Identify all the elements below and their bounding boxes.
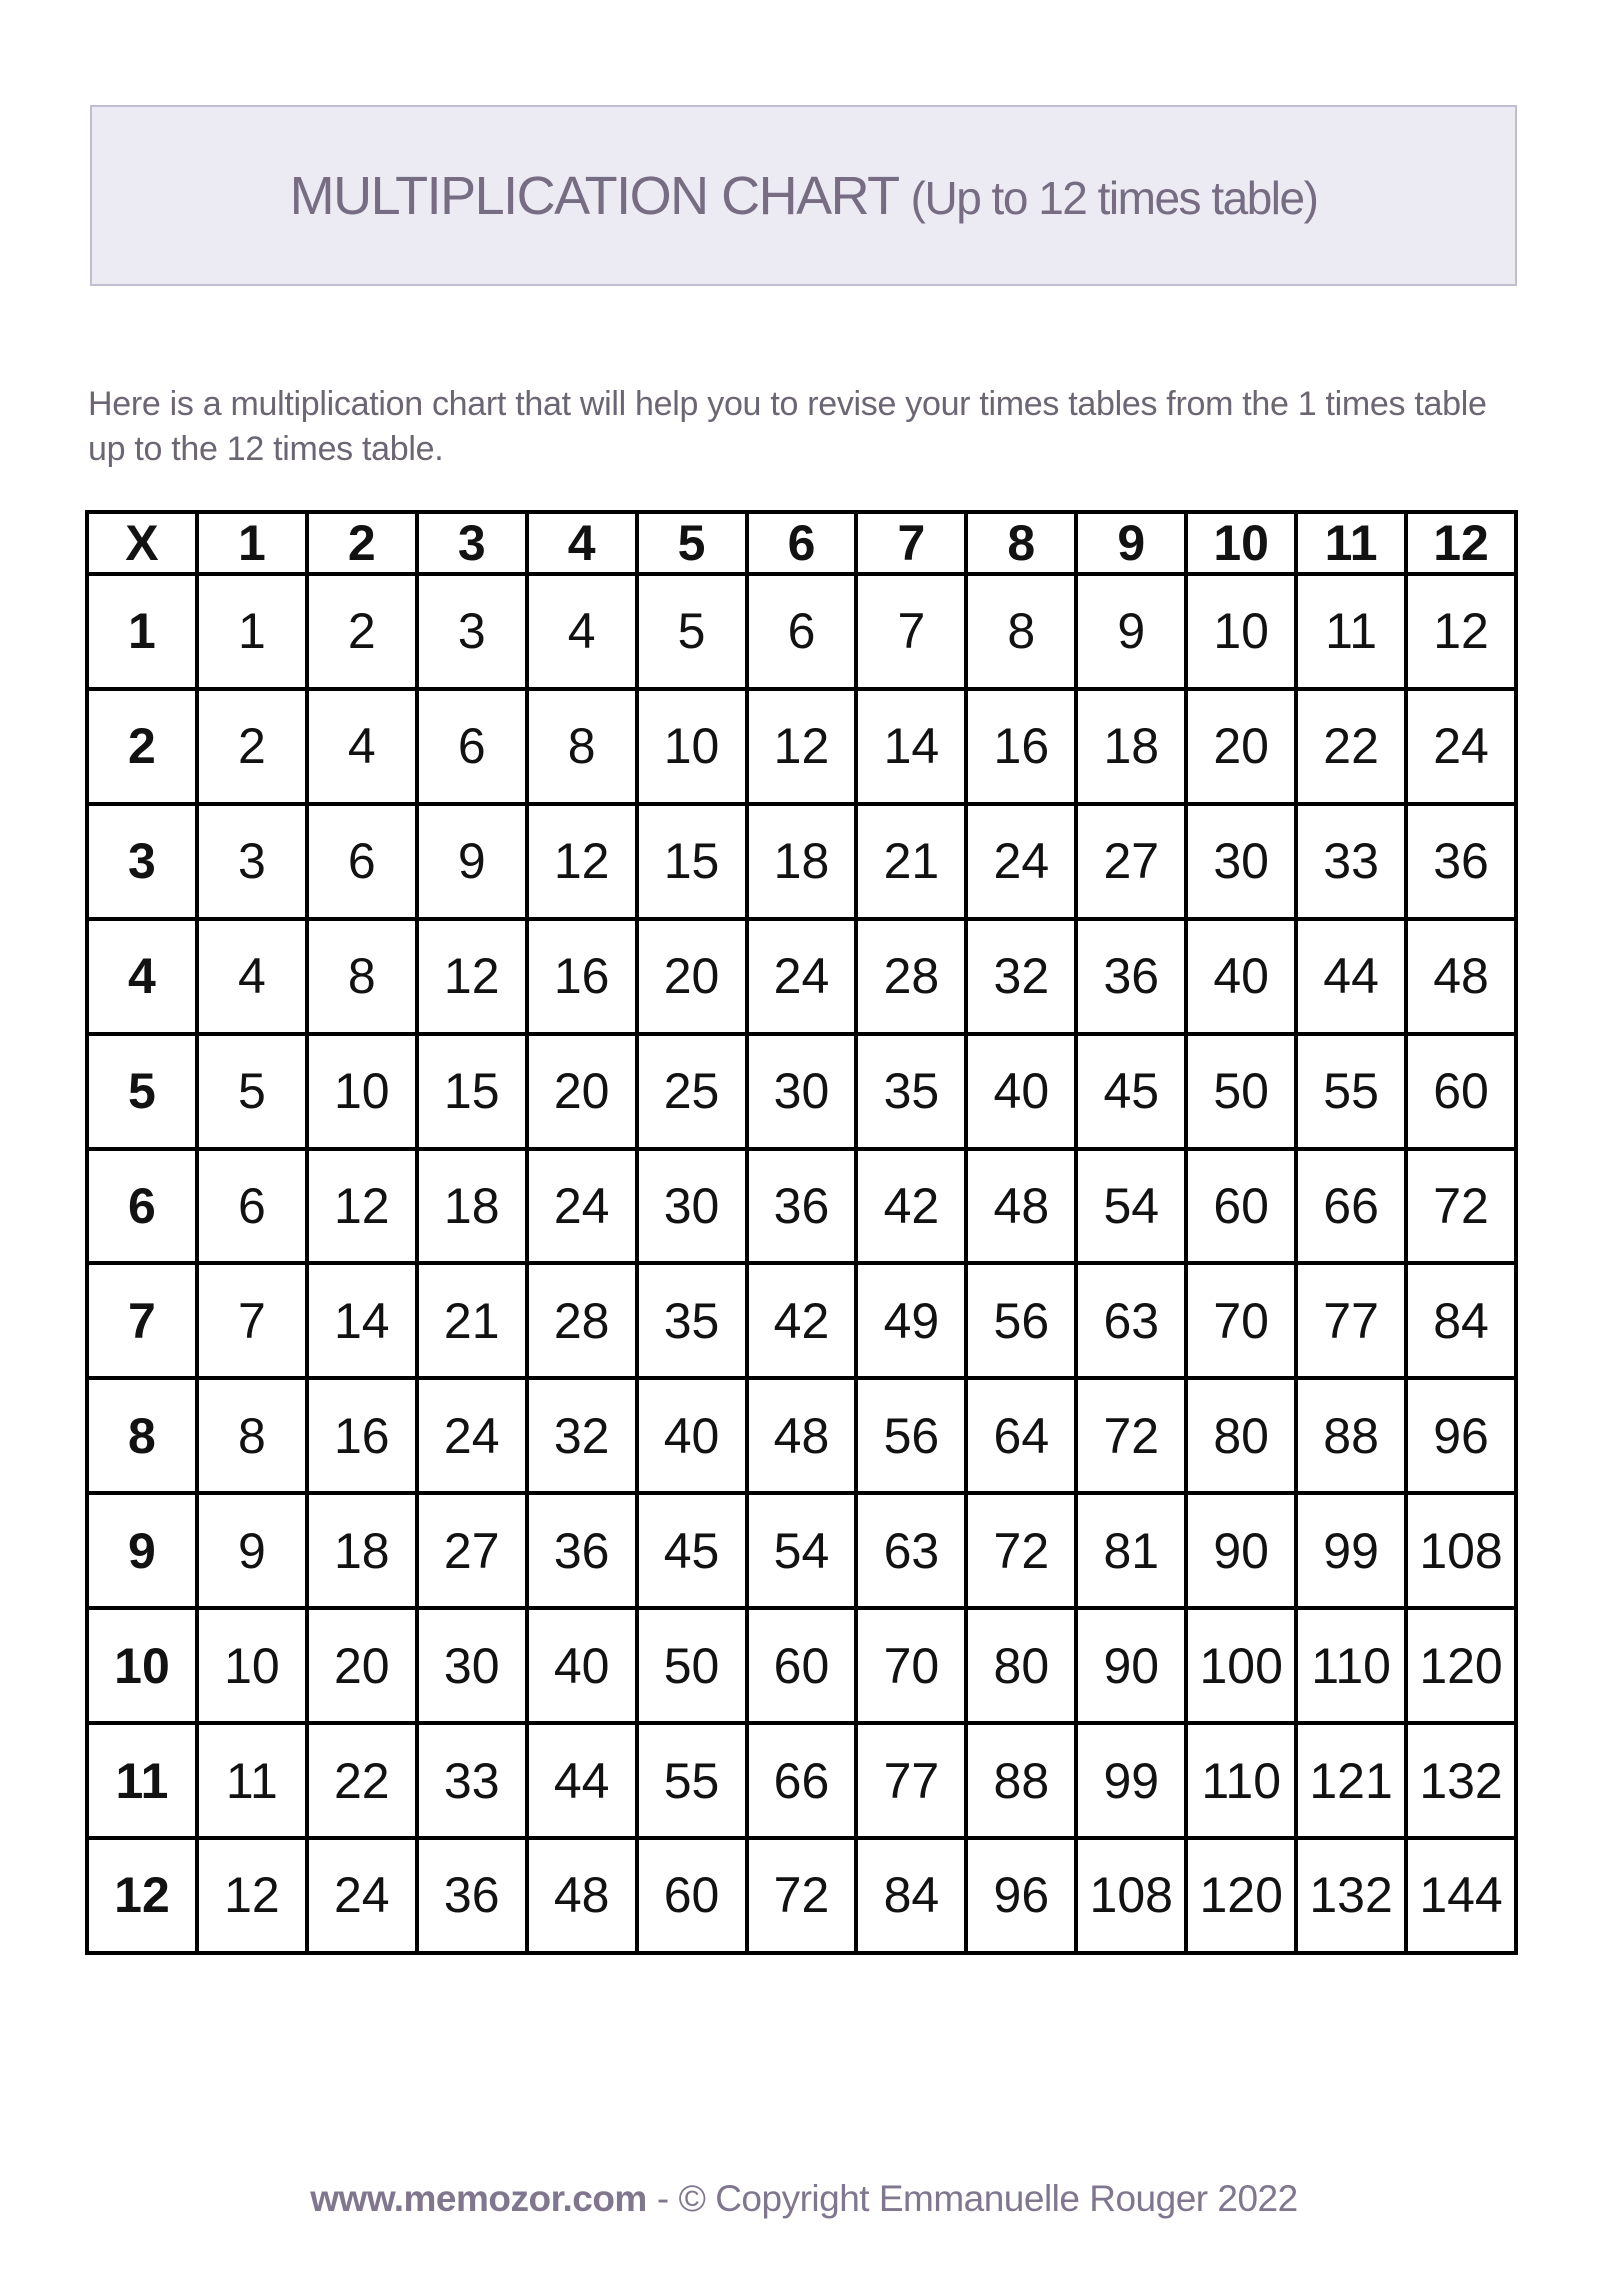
product-cell: 24 — [307, 1838, 417, 1953]
product-cell: 4 — [527, 574, 637, 689]
footer — [0, 2178, 1608, 2220]
product-cell: 18 — [747, 804, 857, 919]
product-cell: 36 — [527, 1493, 637, 1608]
product-cell: 1 — [197, 574, 307, 689]
product-cell: 22 — [307, 1723, 417, 1838]
product-cell: 72 — [966, 1493, 1076, 1608]
product-cell: 30 — [637, 1149, 747, 1264]
product-cell: 18 — [1076, 689, 1186, 804]
column-header: 6 — [747, 512, 857, 574]
column-header: 4 — [527, 512, 637, 574]
column-header: 9 — [1076, 512, 1186, 574]
product-cell: 45 — [1076, 1034, 1186, 1149]
title-banner — [90, 105, 1517, 286]
product-cell: 14 — [856, 689, 966, 804]
product-cell: 7 — [197, 1263, 307, 1378]
product-cell: 20 — [1186, 689, 1296, 804]
product-cell: 4 — [197, 919, 307, 1034]
row-header: 7 — [87, 1263, 197, 1378]
product-cell: 45 — [637, 1493, 747, 1608]
product-cell: 77 — [1296, 1263, 1406, 1378]
column-header: 11 — [1296, 512, 1406, 574]
product-cell: 9 — [417, 804, 527, 919]
product-cell: 56 — [856, 1378, 966, 1493]
product-cell: 6 — [417, 689, 527, 804]
product-cell: 40 — [527, 1608, 637, 1723]
product-cell: 9 — [197, 1493, 307, 1608]
product-cell: 10 — [1186, 574, 1296, 689]
column-header: 3 — [417, 512, 527, 574]
product-cell: 9 — [1076, 574, 1186, 689]
product-cell: 66 — [747, 1723, 857, 1838]
product-cell: 54 — [747, 1493, 857, 1608]
row-header: 1 — [87, 574, 197, 689]
product-cell: 108 — [1076, 1838, 1186, 1953]
product-cell: 60 — [1406, 1034, 1516, 1149]
product-cell: 120 — [1406, 1608, 1516, 1723]
product-cell: 20 — [527, 1034, 637, 1149]
product-cell: 8 — [197, 1378, 307, 1493]
product-cell: 12 — [197, 1838, 307, 1953]
product-cell: 3 — [197, 804, 307, 919]
product-cell: 7 — [856, 574, 966, 689]
product-cell: 72 — [747, 1838, 857, 1953]
product-cell: 81 — [1076, 1493, 1186, 1608]
product-cell: 20 — [307, 1608, 417, 1723]
product-cell: 99 — [1076, 1723, 1186, 1838]
table-row — [87, 1838, 1516, 1953]
product-cell: 12 — [417, 919, 527, 1034]
product-cell: 24 — [966, 804, 1076, 919]
product-cell: 40 — [966, 1034, 1076, 1149]
product-cell: 16 — [527, 919, 637, 1034]
product-cell: 108 — [1406, 1493, 1516, 1608]
product-cell: 90 — [1186, 1493, 1296, 1608]
product-cell: 72 — [1406, 1149, 1516, 1264]
product-cell: 30 — [417, 1608, 527, 1723]
row-header: 9 — [87, 1493, 197, 1608]
product-cell: 30 — [1186, 804, 1296, 919]
product-cell: 15 — [417, 1034, 527, 1149]
product-cell: 33 — [1296, 804, 1406, 919]
intro-paragraph: Here is a multiplication chart that will help you to revise your times tables from the 1 times table up to the 12 times table. — [88, 385, 1487, 468]
row-header: 8 — [87, 1378, 197, 1493]
table-row — [87, 1493, 1516, 1608]
product-cell: 48 — [527, 1838, 637, 1953]
product-cell: 99 — [1296, 1493, 1406, 1608]
product-cell: 110 — [1186, 1723, 1296, 1838]
product-cell: 96 — [966, 1838, 1076, 1953]
product-cell: 48 — [966, 1149, 1076, 1264]
product-cell: 84 — [1406, 1263, 1516, 1378]
product-cell: 44 — [1296, 919, 1406, 1034]
product-cell: 42 — [747, 1263, 857, 1378]
product-cell: 77 — [856, 1723, 966, 1838]
table-row — [87, 1034, 1516, 1149]
product-cell: 66 — [1296, 1149, 1406, 1264]
product-cell: 32 — [966, 919, 1076, 1034]
product-cell: 6 — [197, 1149, 307, 1264]
product-cell: 8 — [966, 574, 1076, 689]
product-cell: 63 — [1076, 1263, 1186, 1378]
table-row — [87, 1378, 1516, 1493]
column-header: 5 — [637, 512, 747, 574]
table-row — [87, 689, 1516, 804]
product-cell: 16 — [307, 1378, 417, 1493]
table-row — [87, 919, 1516, 1034]
product-cell: 88 — [1296, 1378, 1406, 1493]
product-cell: 64 — [966, 1378, 1076, 1493]
product-cell: 48 — [747, 1378, 857, 1493]
product-cell: 33 — [417, 1723, 527, 1838]
product-cell: 121 — [1296, 1723, 1406, 1838]
product-cell: 80 — [966, 1608, 1076, 1723]
row-header: 12 — [87, 1838, 197, 1953]
product-cell: 96 — [1406, 1378, 1516, 1493]
page-title — [290, 165, 1318, 227]
product-cell: 72 — [1076, 1378, 1186, 1493]
product-cell: 35 — [637, 1263, 747, 1378]
row-header: 11 — [87, 1723, 197, 1838]
product-cell: 12 — [747, 689, 857, 804]
product-cell: 70 — [1186, 1263, 1296, 1378]
product-cell: 12 — [1406, 574, 1516, 689]
table-row — [87, 1723, 1516, 1838]
product-cell: 11 — [1296, 574, 1406, 689]
product-cell: 50 — [637, 1608, 747, 1723]
product-cell: 15 — [637, 804, 747, 919]
footer-site-name: www.memozor.com — [310, 2178, 647, 2219]
column-header: 10 — [1186, 512, 1296, 574]
table-header-row — [87, 512, 1516, 574]
product-cell: 30 — [747, 1034, 857, 1149]
product-cell: 80 — [1186, 1378, 1296, 1493]
product-cell: 28 — [527, 1263, 637, 1378]
row-header: 10 — [87, 1608, 197, 1723]
corner-cell: X — [87, 512, 197, 574]
product-cell: 24 — [527, 1149, 637, 1264]
row-header: 3 — [87, 804, 197, 919]
product-cell: 36 — [1076, 919, 1186, 1034]
product-cell: 36 — [747, 1149, 857, 1264]
page-title-main: MULTIPLICATION CHART — [289, 165, 899, 226]
product-cell: 18 — [417, 1149, 527, 1264]
product-cell: 49 — [856, 1263, 966, 1378]
product-cell: 21 — [417, 1263, 527, 1378]
product-cell: 24 — [417, 1378, 527, 1493]
product-cell: 2 — [307, 574, 417, 689]
product-cell: 35 — [856, 1034, 966, 1149]
table-row — [87, 1608, 1516, 1723]
table-row — [87, 1149, 1516, 1264]
product-cell: 44 — [527, 1723, 637, 1838]
product-cell: 40 — [637, 1378, 747, 1493]
product-cell: 24 — [747, 919, 857, 1034]
product-cell: 11 — [197, 1723, 307, 1838]
product-cell: 70 — [856, 1608, 966, 1723]
product-cell: 132 — [1296, 1838, 1406, 1953]
product-cell: 36 — [1406, 804, 1516, 919]
product-cell: 14 — [307, 1263, 417, 1378]
footer-copyright: © Copyright Emmanuelle Rouger 2022 — [678, 2178, 1298, 2219]
product-cell: 32 — [527, 1378, 637, 1493]
page-title-sub: (Up to 12 times table) — [910, 171, 1318, 224]
product-cell: 40 — [1186, 919, 1296, 1034]
product-cell: 88 — [966, 1723, 1076, 1838]
product-cell: 25 — [637, 1034, 747, 1149]
product-cell: 12 — [307, 1149, 417, 1264]
product-cell: 18 — [307, 1493, 417, 1608]
product-cell: 8 — [527, 689, 637, 804]
product-cell: 144 — [1406, 1838, 1516, 1953]
row-header: 4 — [87, 919, 197, 1034]
product-cell: 60 — [1186, 1149, 1296, 1264]
column-header: 1 — [197, 512, 307, 574]
product-cell: 120 — [1186, 1838, 1296, 1953]
product-cell: 2 — [197, 689, 307, 804]
product-cell: 4 — [307, 689, 417, 804]
multiplication-table-body — [87, 574, 1516, 1953]
product-cell: 10 — [637, 689, 747, 804]
product-cell: 90 — [1076, 1608, 1186, 1723]
product-cell: 132 — [1406, 1723, 1516, 1838]
multiplication-table — [85, 510, 1518, 1955]
product-cell: 5 — [637, 574, 747, 689]
column-header: 8 — [966, 512, 1076, 574]
product-cell: 50 — [1186, 1034, 1296, 1149]
footer-separator: - — [656, 2178, 669, 2219]
product-cell: 8 — [307, 919, 417, 1034]
product-cell: 56 — [966, 1263, 1076, 1378]
product-cell: 55 — [637, 1723, 747, 1838]
product-cell: 84 — [856, 1838, 966, 1953]
product-cell: 20 — [637, 919, 747, 1034]
product-cell: 54 — [1076, 1149, 1186, 1264]
product-cell: 24 — [1406, 689, 1516, 804]
product-cell: 10 — [197, 1608, 307, 1723]
product-cell: 27 — [417, 1493, 527, 1608]
table-row — [87, 1263, 1516, 1378]
product-cell: 42 — [856, 1149, 966, 1264]
product-cell: 36 — [417, 1838, 527, 1953]
row-header: 2 — [87, 689, 197, 804]
product-cell: 60 — [747, 1608, 857, 1723]
column-header: 7 — [856, 512, 966, 574]
product-cell: 27 — [1076, 804, 1186, 919]
row-header: 5 — [87, 1034, 197, 1149]
product-cell: 3 — [417, 574, 527, 689]
product-cell: 22 — [1296, 689, 1406, 804]
table-row — [87, 574, 1516, 689]
product-cell: 110 — [1296, 1608, 1406, 1723]
column-header: 2 — [307, 512, 417, 574]
product-cell: 60 — [637, 1838, 747, 1953]
column-header: 12 — [1406, 512, 1516, 574]
row-header: 6 — [87, 1149, 197, 1264]
product-cell: 63 — [856, 1493, 966, 1608]
product-cell: 21 — [856, 804, 966, 919]
product-cell: 6 — [747, 574, 857, 689]
product-cell: 28 — [856, 919, 966, 1034]
product-cell: 10 — [307, 1034, 417, 1149]
product-cell: 55 — [1296, 1034, 1406, 1149]
table-row — [87, 804, 1516, 919]
product-cell: 12 — [527, 804, 637, 919]
product-cell: 6 — [307, 804, 417, 919]
multiplication-table-header — [87, 512, 1516, 574]
product-cell: 48 — [1406, 919, 1516, 1034]
product-cell: 16 — [966, 689, 1076, 804]
product-cell: 100 — [1186, 1608, 1296, 1723]
product-cell: 5 — [197, 1034, 307, 1149]
